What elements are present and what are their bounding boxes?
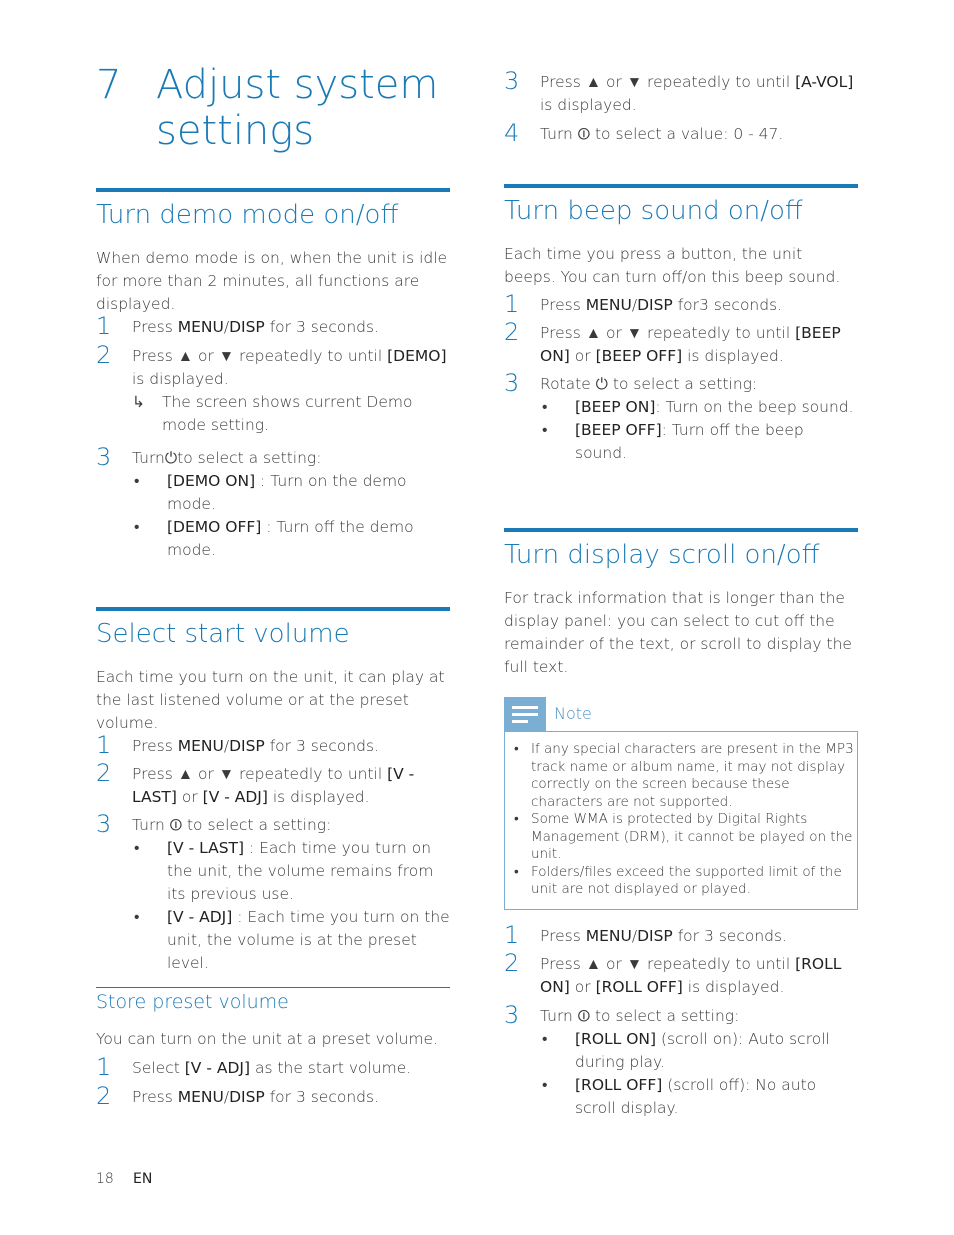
step-number: 2 [96,759,112,787]
step-number: 2 [96,341,112,369]
step-number: 2 [96,1082,112,1110]
volume-step-2: 2 Press ▲ or ▼ repeatedly to until [V - LAST] or [V - ADJ] is displayed. [96,759,415,806]
step-number: 2 [504,318,520,346]
scroll-option-off: • [ROLL OFF] (scroll off): No auto scroll display. [542,1076,817,1117]
store-intro: You can turn on the unit at a preset volume. [96,1030,439,1048]
chapter-title: Adjust system settings [156,62,439,154]
scroll-steps [504,921,858,1120]
store-step-2: 2 Press MENU/DISP for 3 seconds. [96,1082,380,1110]
volume-step-1: 1 Press MENU/DISP for 3 seconds. [96,731,380,759]
step-number: 3 [504,1001,520,1029]
volume-step-3: 3 Turn ⏼ to select a setting: • [V - LAST] : Each time you turn on the unit, the volume remains from its previous use. • [V - ADJ] : Each time you turn on the unit, the volume is at the preset level. [96,814,450,975]
chapter-number: 7 [96,62,122,108]
scroll-option-on: • [ROLL ON] (scroll on): Auto scroll during play. [542,1030,830,1071]
avol-step-3: 3 Press ▲ or ▼ repeatedly to until [A-VOL] is displayed. [504,67,854,114]
step-number: 1 [96,312,112,340]
language-code: EN [133,1171,153,1187]
store-section [96,987,450,1109]
step-number: 1 [504,921,520,949]
store-heading: Store preset volume [96,991,289,1013]
demo-heading: Turn demo mode on/off [96,200,399,230]
step-number: 3 [504,67,520,95]
step-number: 1 [96,731,112,759]
avol-step-4: 4 Turn ⏼ to select a value: 0 - 47. [504,119,784,147]
step-number: 4 [504,119,520,147]
step-number: 2 [504,949,520,977]
note-icon [504,697,546,731]
note-label: Note [554,704,592,723]
scroll-step-3: 3 Turn ⏼ to select a setting: • [ROLL ON] (scroll on): Auto scroll during play. • [ROLL OFF] (scroll off): No auto scroll display. [504,1005,858,1120]
scroll-step-2: 2 Press ▲ or ▼ repeatedly to until [ROLL ON] or [ROLL OFF] is displayed. [504,949,842,996]
note-item: • Folders/files exceed the supported limit of the unit are not displayed or played. [514,863,842,897]
note-header [504,697,858,731]
beep-intro: Each time you press a button, the unit beeps. You can turn off/on this beep sound. [504,245,841,286]
result-arrow-icon: ↳ [132,393,145,411]
demo-option-on: • [DEMO ON] : Turn on the demo mode. [134,472,407,513]
beep-step-3: 3 Rotate ⏻ to select a setting: • [BEEP ON]: Turn on the beep sound. • [BEEP OFF]: Turn off the beep sound. [504,373,858,465]
demo-step-2: 2 Press ▲ or ▼ repeatedly to until [DEMO] is displayed. ↳ The screen shows current Demo mode setting. [96,345,450,437]
volume-option-adj: • [V - ADJ] : Each time you turn on the unit, the volume is at the preset level. [134,908,450,972]
demo-step-2-result: ↳ The screen shows current Demo mode setting. [132,393,413,434]
beep-step-1: 1 Press MENU/DISP for3 seconds. [504,290,783,318]
beep-option-off: • [BEEP OFF]: Turn off the beep sound. [542,421,804,462]
volume-heading: Select start volume [96,619,350,649]
beep-section [504,184,858,465]
demo-section [96,188,450,562]
demo-option-off: • [DEMO OFF] : Turn off the demo mode. [134,518,414,559]
volume-intro: Each time you turn on the unit, it can play at the last listened volume or at the preset volume. [96,668,445,732]
volume-section [96,607,450,975]
beep-heading: Turn beep sound on/off [504,196,803,226]
step-number: 3 [96,810,112,838]
volume-option-last: • [V - LAST] : Each time you turn on the unit, the volume remains from its previous use. [134,839,434,903]
scroll-heading: Turn display scroll on/off [504,540,820,570]
beep-option-on: • [BEEP ON]: Turn on the beep sound. [542,398,854,416]
scroll-intro: For track information that is longer than the display panel: you can select to cut off the remainder of the text, or scroll to display the full text. [504,589,852,676]
scroll-step-1: 1 Press MENU/DISP for 3 seconds. [504,921,788,949]
step-number: 1 [96,1053,112,1081]
demo-step-1: 1 Press MENU/DISP for 3 seconds. [96,312,380,340]
store-step-1: 1 Select [V - ADJ] as the start volume. [96,1053,412,1081]
note-item: • Some WMA is protected by Digital Rights Management (DRM), it cannot be played on the unit. [514,811,853,862]
note-item: • If any special characters are present in the MP3 track name or album name, it may not display correctly on the screen because these characters are not supported. [514,741,854,810]
beep-step-2: 2 Press ▲ or ▼ repeatedly to until [BEEP ON] or [BEEP OFF] is displayed. [504,318,841,365]
demo-intro: When demo mode is on, when the unit is idle for more than 2 minutes, all functions are displayed. [96,249,448,313]
demo-step-3: 3 Turn⏻to select a setting: • [DEMO ON] : Turn on the demo mode. • [DEMO OFF] : Turn off the demo mode. [96,447,450,562]
avol-steps [504,67,858,147]
page-number: 18 [96,1171,114,1187]
note-box [504,731,858,910]
scroll-section [504,528,858,679]
step-number: 3 [96,443,112,471]
step-number: 3 [504,369,520,397]
step-number: 1 [504,290,520,318]
